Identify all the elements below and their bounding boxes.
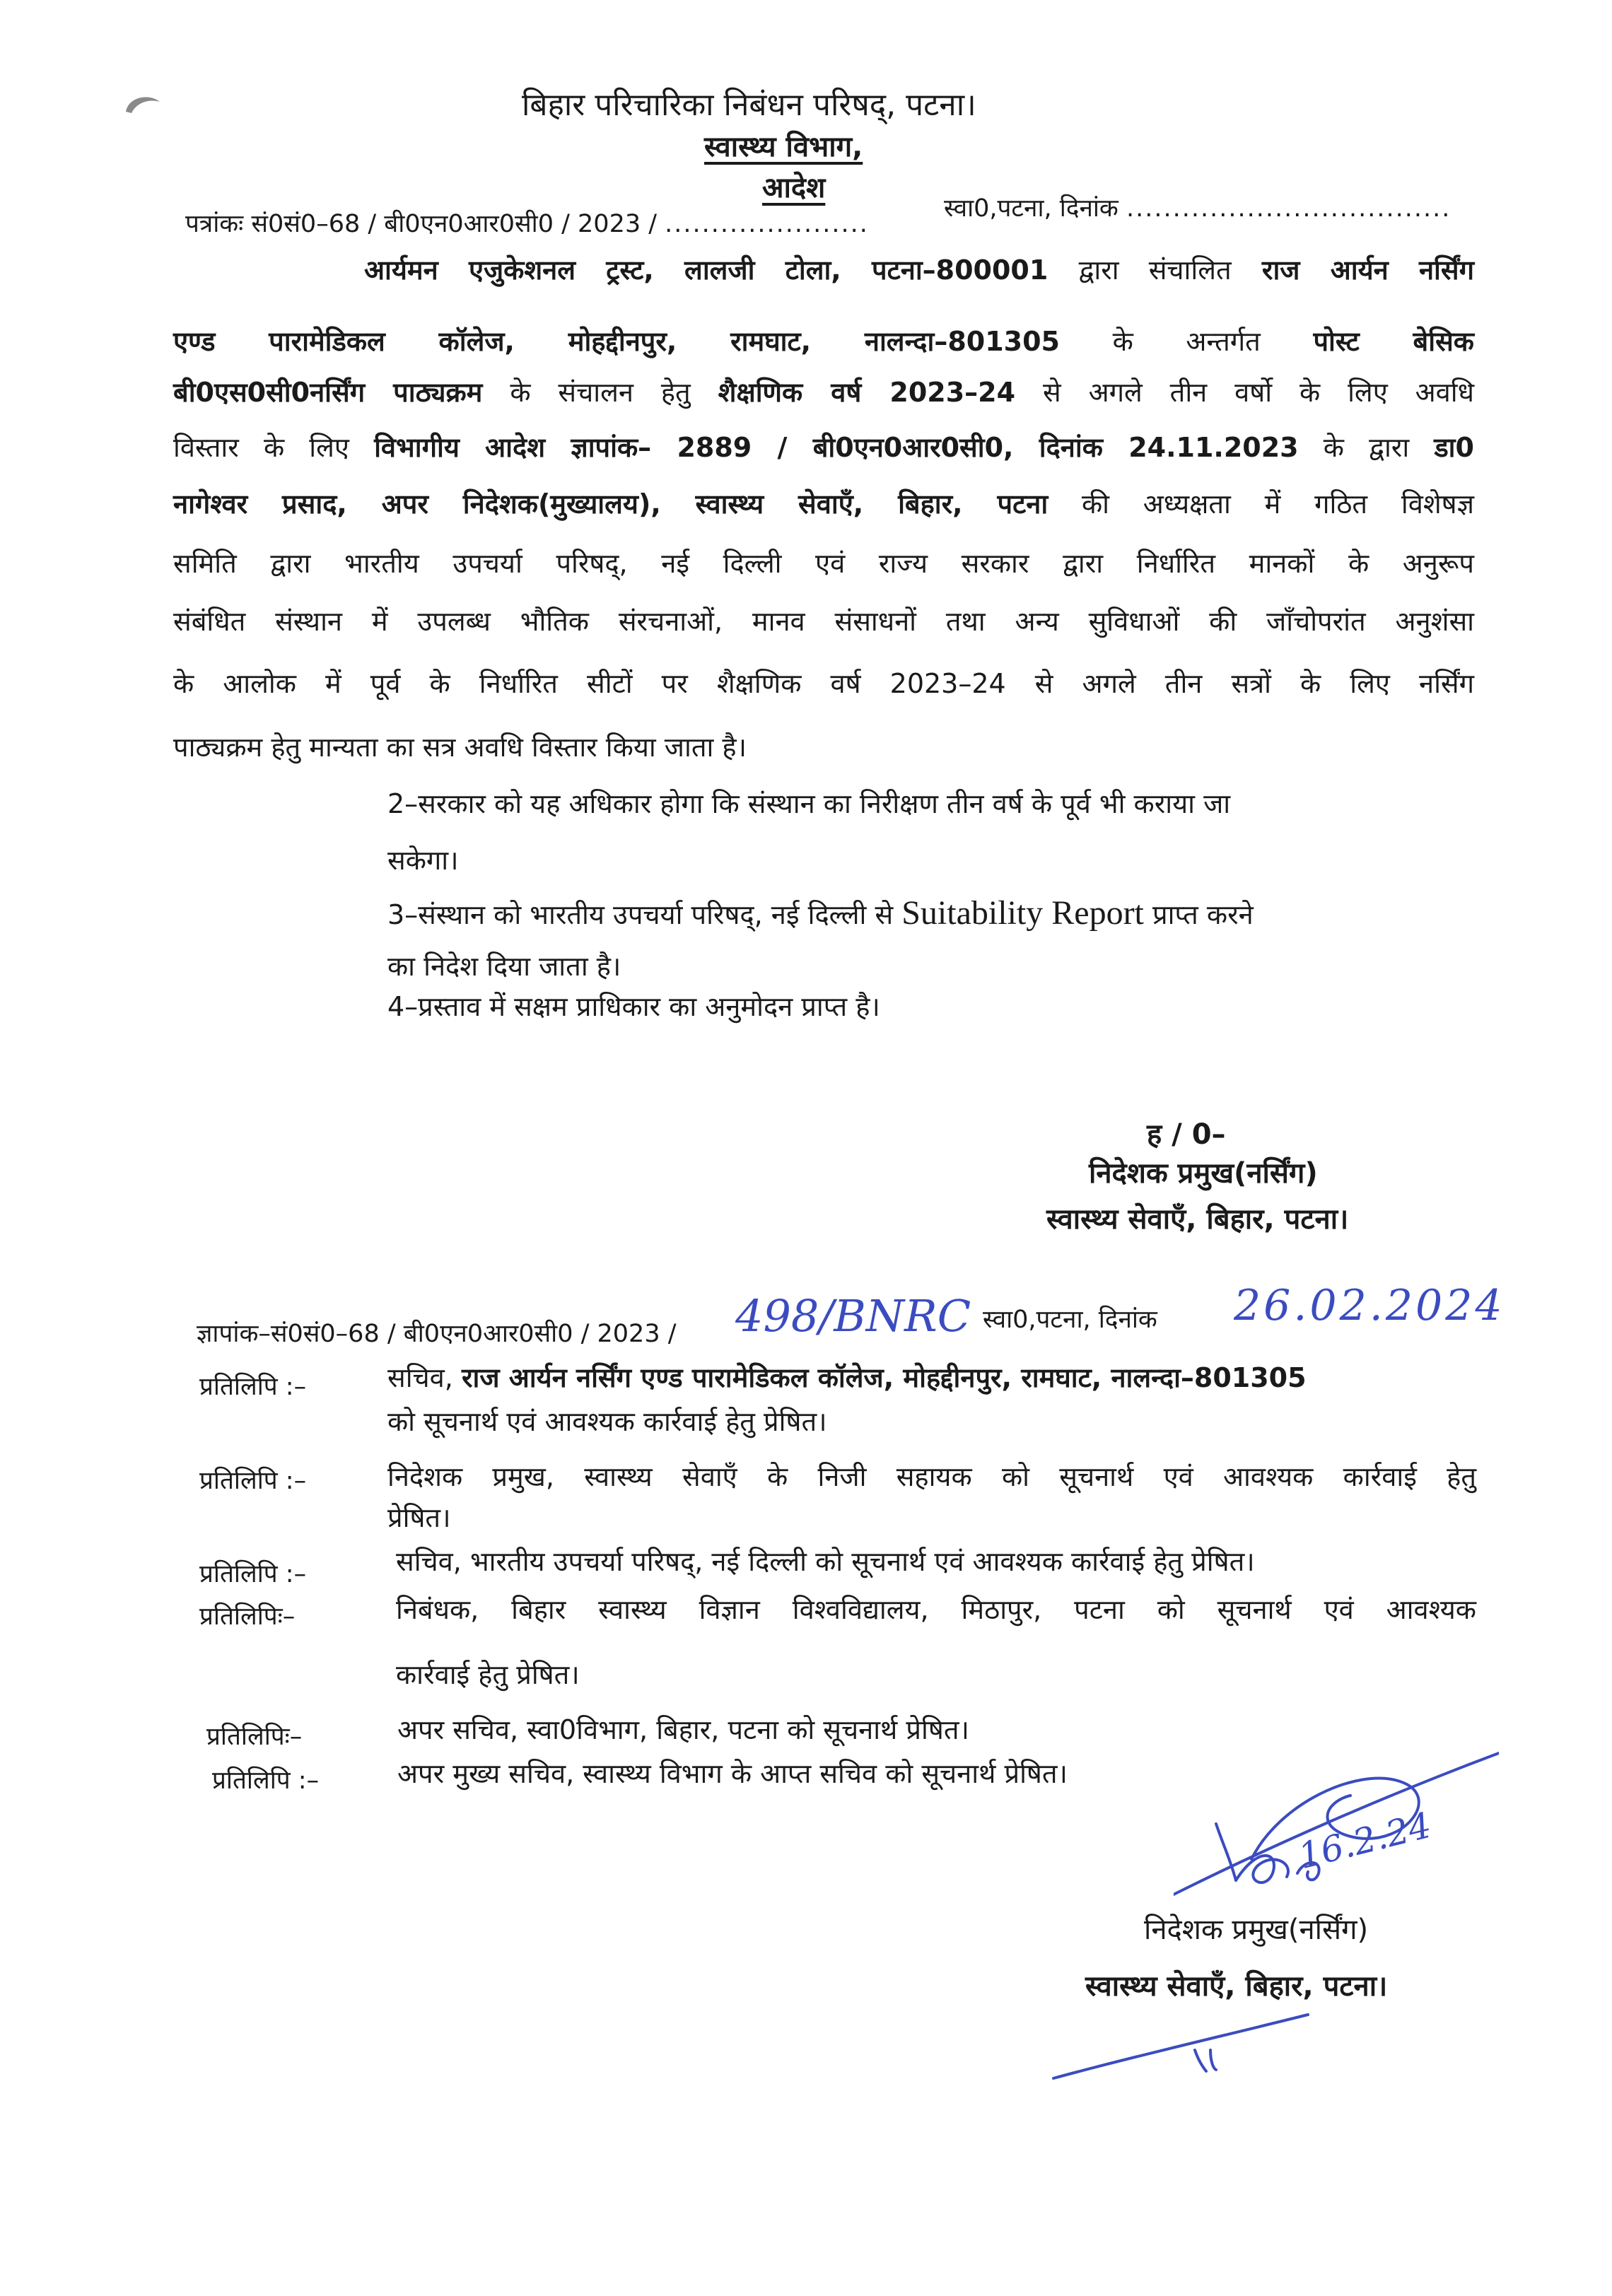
main-para-line-8: के आलोक में पूर्व के निर्धारित सीटों पर शैक्षणिक वर्ष 2023–24 से अगले तीन सत्रों के लिए नर्सिंग [173,668,1474,699]
point-4: 4–प्रस्ताव में सक्षम प्राधिकार का अनुमोदन प्राप्त है। [387,991,880,1022]
point-2-line-2: सकेगा। [387,845,459,876]
main-para-line-1: आर्यमन एजुकेशनल ट्रस्ट, लालजी टोला, पटना–800001 द्वारा संचालित राज आर्यन नर्सिंग [364,254,1474,286]
handwritten-memo-date: 26.02.2024 [1234,1281,1505,1330]
copy-1-label: प्रतिलिपि :– [199,1373,307,1401]
copy-1-line-1: सचिव, राज आर्यन नर्सिंग एण्ड पारामेडिकल कॉलेज, मोहद्दीनपुर, रामघाट, नालन्दा–801305 [387,1362,1307,1393]
letter-number: पत्रांकः सं0सं0–68 / बी0एन0आर0सी0 / 2023 / ...................... [185,210,869,238]
copy-4-label: प्रतिलिपिः– [199,1603,296,1631]
signatory-1-office: स्वास्थ्य सेवाएँ, बिहार, पटना। [1046,1203,1349,1236]
main-para-line-3: बी0एस0सी0नर्सिंग पाठ्यक्रम के संचालन हेतु शैक्षणिक वर्ष 2023–24 से अगले तीन वर्षो के लिए अवधि [173,377,1474,408]
copy-2-label: प्रतिलिपि :– [199,1467,307,1495]
copy-6-line: अपर मुख्य सचिव, स्वास्थ्य विभाग के आप्त सचिव को सूचनार्थ प्रेषित। [397,1758,1068,1789]
signature-date: 16.2.24 [1294,1804,1436,1878]
copy-3-label: प्रतिलिपि :– [199,1560,307,1588]
copy-6-label: प्रतिलिपि :– [212,1767,320,1795]
copy-1-line-2: को सूचनार्थ एवं आवश्यक कार्रवाई हेतु प्रेषित। [387,1406,827,1437]
signatory-1-designation: निदेशक प्रमुख(नर्सिंग) [1089,1157,1318,1190]
main-para-line-7: संबंधित संस्थान में उपलब्ध भौतिक संरचनाओं, मानव संसाधनों तथा अन्य सुविधाओं की जाँचोपरांत अनुशंसा [173,606,1474,637]
copy-2-line-2: प्रेषित। [387,1502,451,1533]
punch-hole-mark [122,90,164,122]
department-name: स्वास्थ्य विभाग, [704,131,863,163]
point-3-line-2: का निदेश दिया जाता है। [387,951,621,982]
copy-4-line-1: निबंधक, बिहार स्वास्थ्य विज्ञान विश्वविद्यालय, मिठापुर, पटना को सूचनार्थ एवं आवश्यक [396,1594,1476,1625]
copy-5-label: प्रतिलिपिः– [206,1723,303,1751]
point-3-line-1: 3–संस्थान को भारतीय उपचर्या परिषद्, नई दिल्ली से Suitability Report प्राप्त करने [387,894,1254,932]
main-para-line-4: विस्तार के लिए विभागीय आदेश ज्ञापांक– 2889 / बी0एन0आर0सी0, दिनांक 24.11.2023 के द्वारा डा0 [173,432,1474,463]
memo-number: ज्ञापांक–सं0सं0–68 / बी0एन0आर0सी0 / 2023 / [197,1320,677,1348]
main-para-line-9: पाठ्यक्रम हेतु मान्यता का सत्र अवधि विस्तार किया जाता है। [173,732,747,763]
signatory-2-office: स्वास्थ्य सेवाएँ, बिहार, पटना। [1085,1970,1388,2003]
copy-2-line-1: निदेशक प्रमुख, स्वास्थ्य सेवाएँ के निजी सहायक को सूचनार्थ एवं आवश्यक कार्रवाई हेतु [387,1461,1476,1492]
point-2-line-1: 2–सरकार को यह अधिकार होगा कि संस्थान का निरीक्षण तीन वर्ष के पूर्व भी कराया जा [387,788,1231,819]
org-name: बिहार परिचारिका निबंधन परिषद्, पटना। [522,87,976,123]
handwritten-memo-number: 498/BNRC [735,1290,971,1342]
copy-4-line-2: कार्रवाई हेतु प्रेषित। [396,1659,580,1690]
signatory-2-designation: निदेशक प्रमुख(नर्सिंग) [1144,1914,1369,1946]
order-title: आदेश [762,172,826,204]
letter-place-date: स्वा0,पटना, दिनांक ................................... [944,194,1452,223]
main-para-line-2: एण्ड पारामेडिकल कॉलेज, मोहद्दीनपुर, रामघाट, नालन्दा–801305 के अन्तर्गत पोस्ट बेसिक [173,326,1474,357]
memo-place-date: स्वा0,पटना, दिनांक [983,1306,1157,1334]
main-para-line-5: नागेश्वर प्रसाद, अपर निदेशक(मुख्यालय), स्वास्थ्य सेवाएँ, बिहार, पटना की अध्यक्षता में गठित विशेषज्ञ [173,488,1474,520]
signed-mark: ह / 0– [1147,1118,1226,1151]
signatory-underline-scribble [1046,2001,1315,2088]
copy-5-line: अपर सचिव, स्वा0विभाग, बिहार, पटना को सूचनार्थ प्रेषित। [397,1714,969,1745]
main-para-line-6: समिति द्वारा भारतीय उपचर्या परिषद्, नई दिल्ली एवं राज्य सरकार द्वारा निर्धारित मानकों के अनुरूप [173,548,1474,579]
copy-3-line: सचिव, भारतीय उपचर्या परिषद्, नई दिल्ली को सूचनार्थ एवं आवश्यक कार्रवाई हेतु प्रेषित। [396,1546,1255,1577]
